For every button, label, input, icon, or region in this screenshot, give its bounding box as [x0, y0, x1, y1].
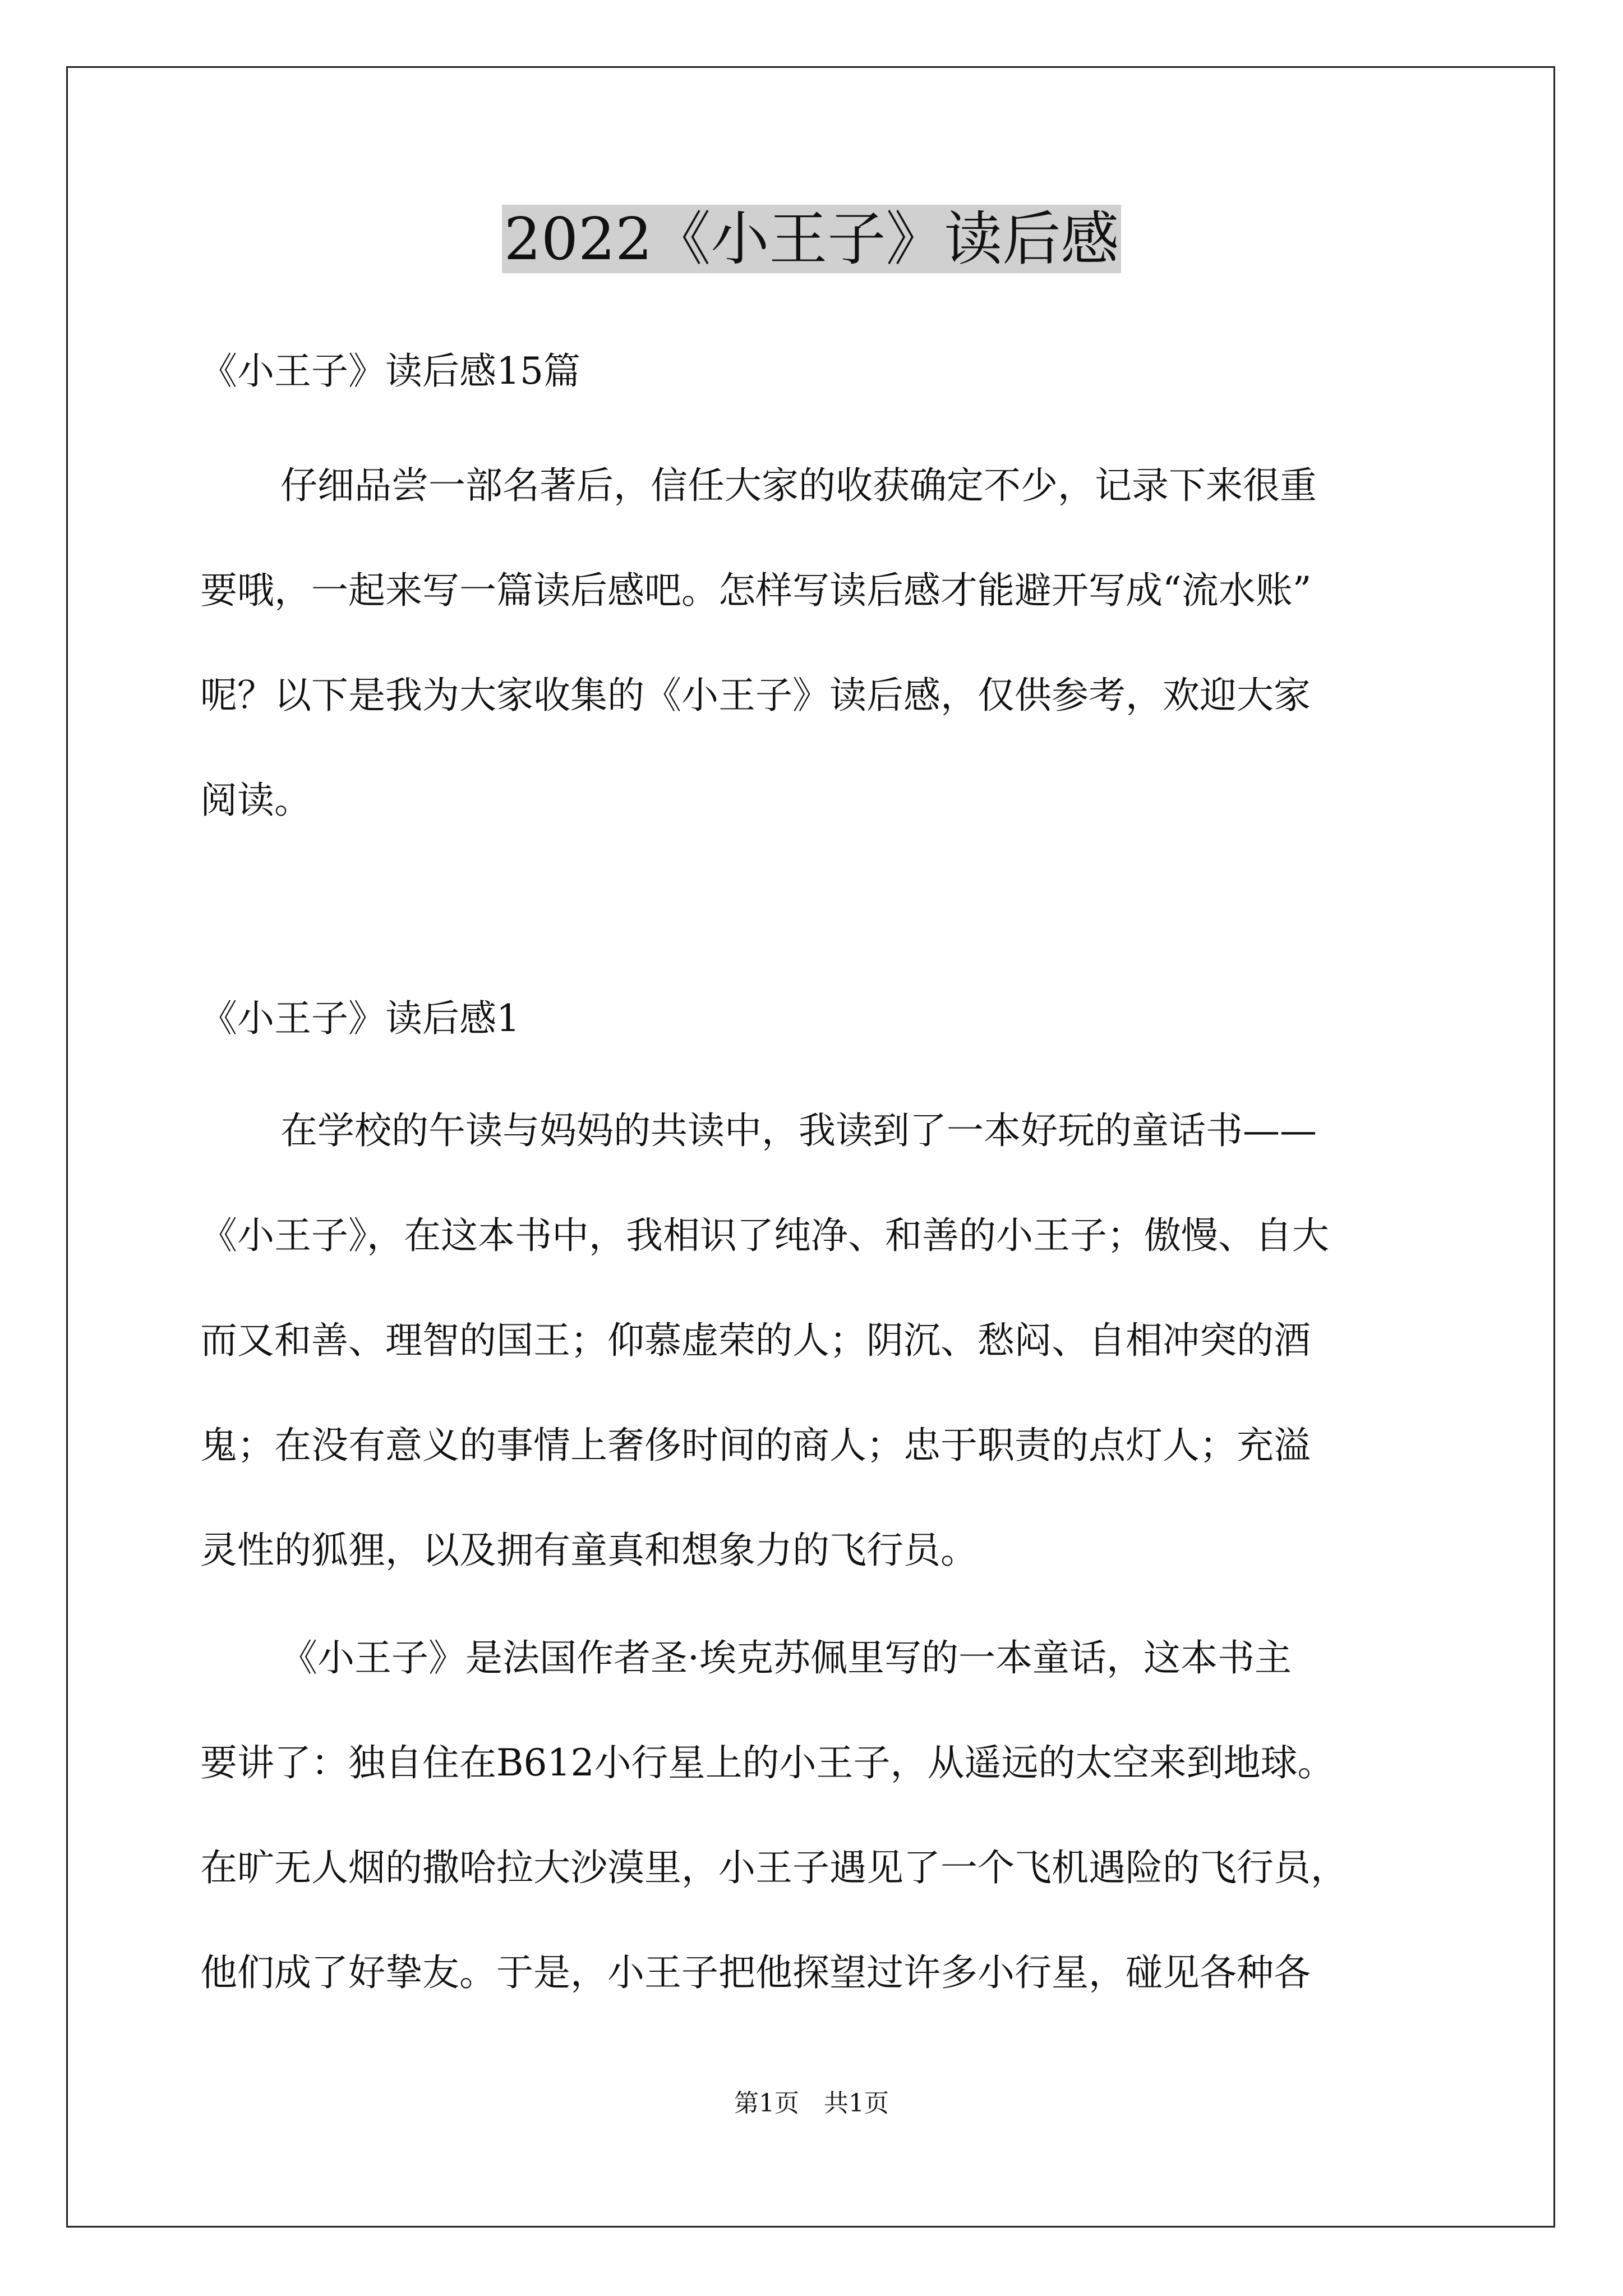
paragraph2-line-1: 《小王子》是法国作者圣·埃克苏佩里写的一本童话，这本书主 — [280, 1636, 1292, 1680]
paragraph1-line-2: 《小王子》，在这本书中，我相识了纯净、和善的小王子；傲慢、自大 — [200, 1214, 1329, 1257]
intro-line-2: 要哦，一起来写一篇读后感吧。怎样写读后感才能避开写成“流水账” — [200, 569, 1312, 612]
intro-line-1: 仔细品尝一部名著后，信任大家的收获确定不少，记录下来很重 — [280, 464, 1317, 507]
paragraph1-line-4: 鬼；在没有意义的事情上奢侈时间的商人；忠于职责的点灯人；充溢 — [200, 1424, 1311, 1467]
document-title — [0, 202, 1623, 276]
section-heading: 《小王子》读后感1 — [200, 997, 520, 1040]
paragraph2-line-3: 在旷无人烟的撒哈拉大沙漠里，小王子遇见了一个飞机遇险的飞行员， — [200, 1846, 1348, 1889]
paragraph2-line-4: 他们成了好挚友。于是，小王子把他探望过许多小行星，碰见各种各 — [200, 1951, 1311, 1994]
paragraph1-line-1: 在学校的午读与妈妈的共读中，我读到了一本好玩的童话书—— — [280, 1109, 1317, 1152]
paragraph2-line-2: 要讲了：独自住在B612小行星上的小王子，从遥远的太空来到地球。 — [200, 1741, 1335, 1784]
paragraph1-line-5: 灵性的狐狸，以及拥有童真和想象力的飞行员。 — [200, 1529, 978, 1572]
paragraph1-line-3: 而又和善、理智的国王；仰慕虚荣的人；阴沉、愁闷、自相冲突的酒 — [200, 1319, 1311, 1362]
document-title-text: 2022《小王子》读后感 — [502, 205, 1122, 273]
intro-line-4: 阅读。 — [200, 779, 311, 822]
intro-line-3: 呢？以下是我为大家收集的《小王子》读后感，仅供参考，欢迎大家 — [200, 674, 1311, 717]
document-subtitle: 《小王子》读后感15篇 — [200, 349, 580, 393]
page-footer: 第1页 共1页 — [734, 2089, 889, 2118]
